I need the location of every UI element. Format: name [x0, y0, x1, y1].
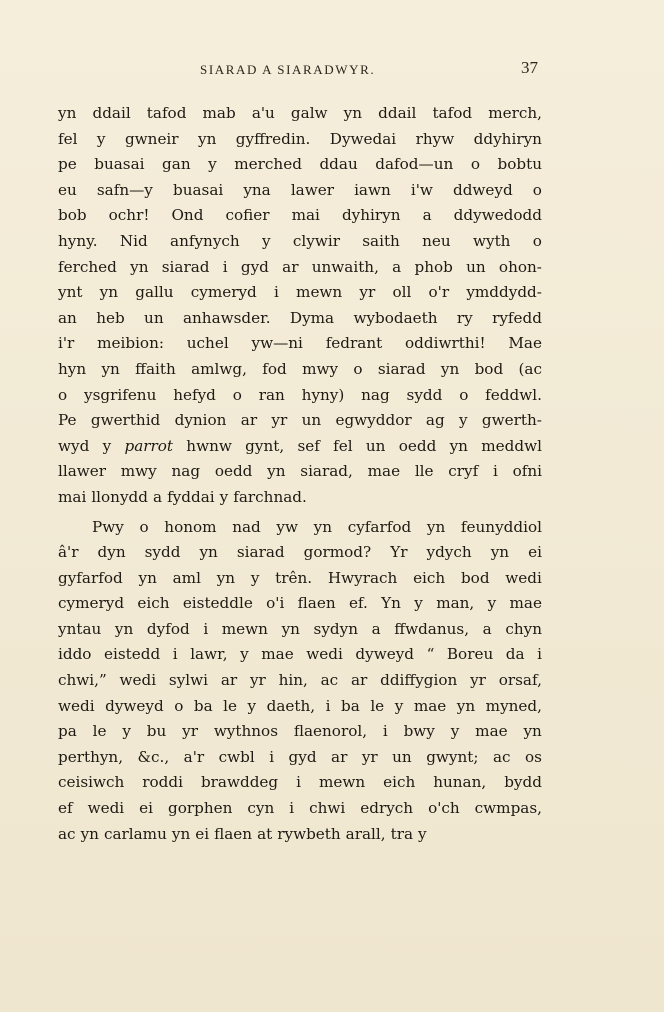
text-line: fel y gwneir yn gyffredin. Dywedai rhyw ddyhiryn [58, 129, 542, 148]
text-line: ac yn carlamu yn ei flaen at rywbeth arall, tra y [58, 824, 427, 843]
text-line: llawer mwy nag oedd yn siarad, mae lle cryf i ofni [58, 462, 542, 481]
text-line: Pe gwerthid dynion ar yr un egwyddor ag y gwerth- [58, 411, 542, 430]
page-number: 37 [521, 58, 538, 77]
text-line: perthyn, &c., a'r cwbl i gyd ar yr un gwynt; ac os [58, 747, 542, 766]
text-line: wyd y parrot hwnw gynt, sef fel un oedd yn meddwl [58, 436, 542, 455]
text-line: yn ddail tafod mab a'u galw yn ddail tafod merch, [58, 104, 542, 122]
text-line: ferched yn siarad i gyd ar unwaith, a phob un ohon- [58, 257, 542, 276]
text-line: wedi dyweyd o ba le y daeth, i ba le y mae yn myned, [58, 696, 542, 715]
text-line: iddo eistedd i lawr, y mae wedi dyweyd “ Boreu da i [58, 645, 542, 664]
text-line: ynt yn gallu cymeryd i mewn yr oll o'r ymddydd- [58, 283, 542, 302]
text-line: pe buasai gan y merched ddau dafod—un o bobtu [58, 155, 542, 174]
text-line: cymeryd eich eisteddle o'i flaen ef. Yn y man, y mae [58, 594, 542, 613]
text-line: i'r meibion: uchel yw—ni fedrant oddiwrthi! Mae [58, 334, 542, 353]
text-line: hyny. Nid anfynych y clywir saith neu wyth o [58, 231, 542, 250]
text-line: ef wedi ei gorphen cyn i chwi edrych o'ch cwmpas, [58, 799, 542, 818]
text-line: eu safn—y buasai yna lawer iawn i'w ddweyd o [58, 180, 542, 199]
running-head: SIARAD A SIARADWYR. [200, 62, 376, 77]
text-line: chwi,” wedi sylwi ar yr hin, ac ar ddiffygion yr orsaf, [58, 671, 542, 690]
paragraph-1 [58, 101, 542, 511]
text-line: yntau yn dyfod i mewn yn sydyn a ffwdanus, a chyn [58, 619, 542, 638]
text-line: o ysgrifenu hefyd o ran hyny) nag sydd o feddwl. [58, 385, 542, 404]
text-line: gyfarfod yn aml yn y trên. Hwyrach eich bod wedi [58, 568, 542, 587]
text-line: ceisiwch roddi brawddeg i mewn eich hunan, bydd [58, 773, 542, 792]
body-text [58, 101, 542, 847]
text-line: â'r dyn sydd yn siarad gormod? Yr ydych yn ei [58, 543, 542, 562]
text-line: Pwy o honom nad yw yn cyfarfod yn feunyddiol [92, 517, 542, 536]
text-line: bob ochr! Ond cofier mai dyhiryn a ddywedodd [58, 206, 542, 225]
text-line: hyn yn ffaith amlwg, fod mwy o siarad yn bod (ac [58, 359, 542, 378]
paragraph-2 [58, 515, 542, 848]
text-line: pa le y bu yr wythnos flaenorol, i bwy y mae yn [58, 722, 542, 741]
text-line: mai llonydd a fyddai y farchnad. [58, 487, 307, 506]
text-line: an heb un anhawsder. Dyma wybodaeth ry ryfedd [58, 308, 542, 327]
